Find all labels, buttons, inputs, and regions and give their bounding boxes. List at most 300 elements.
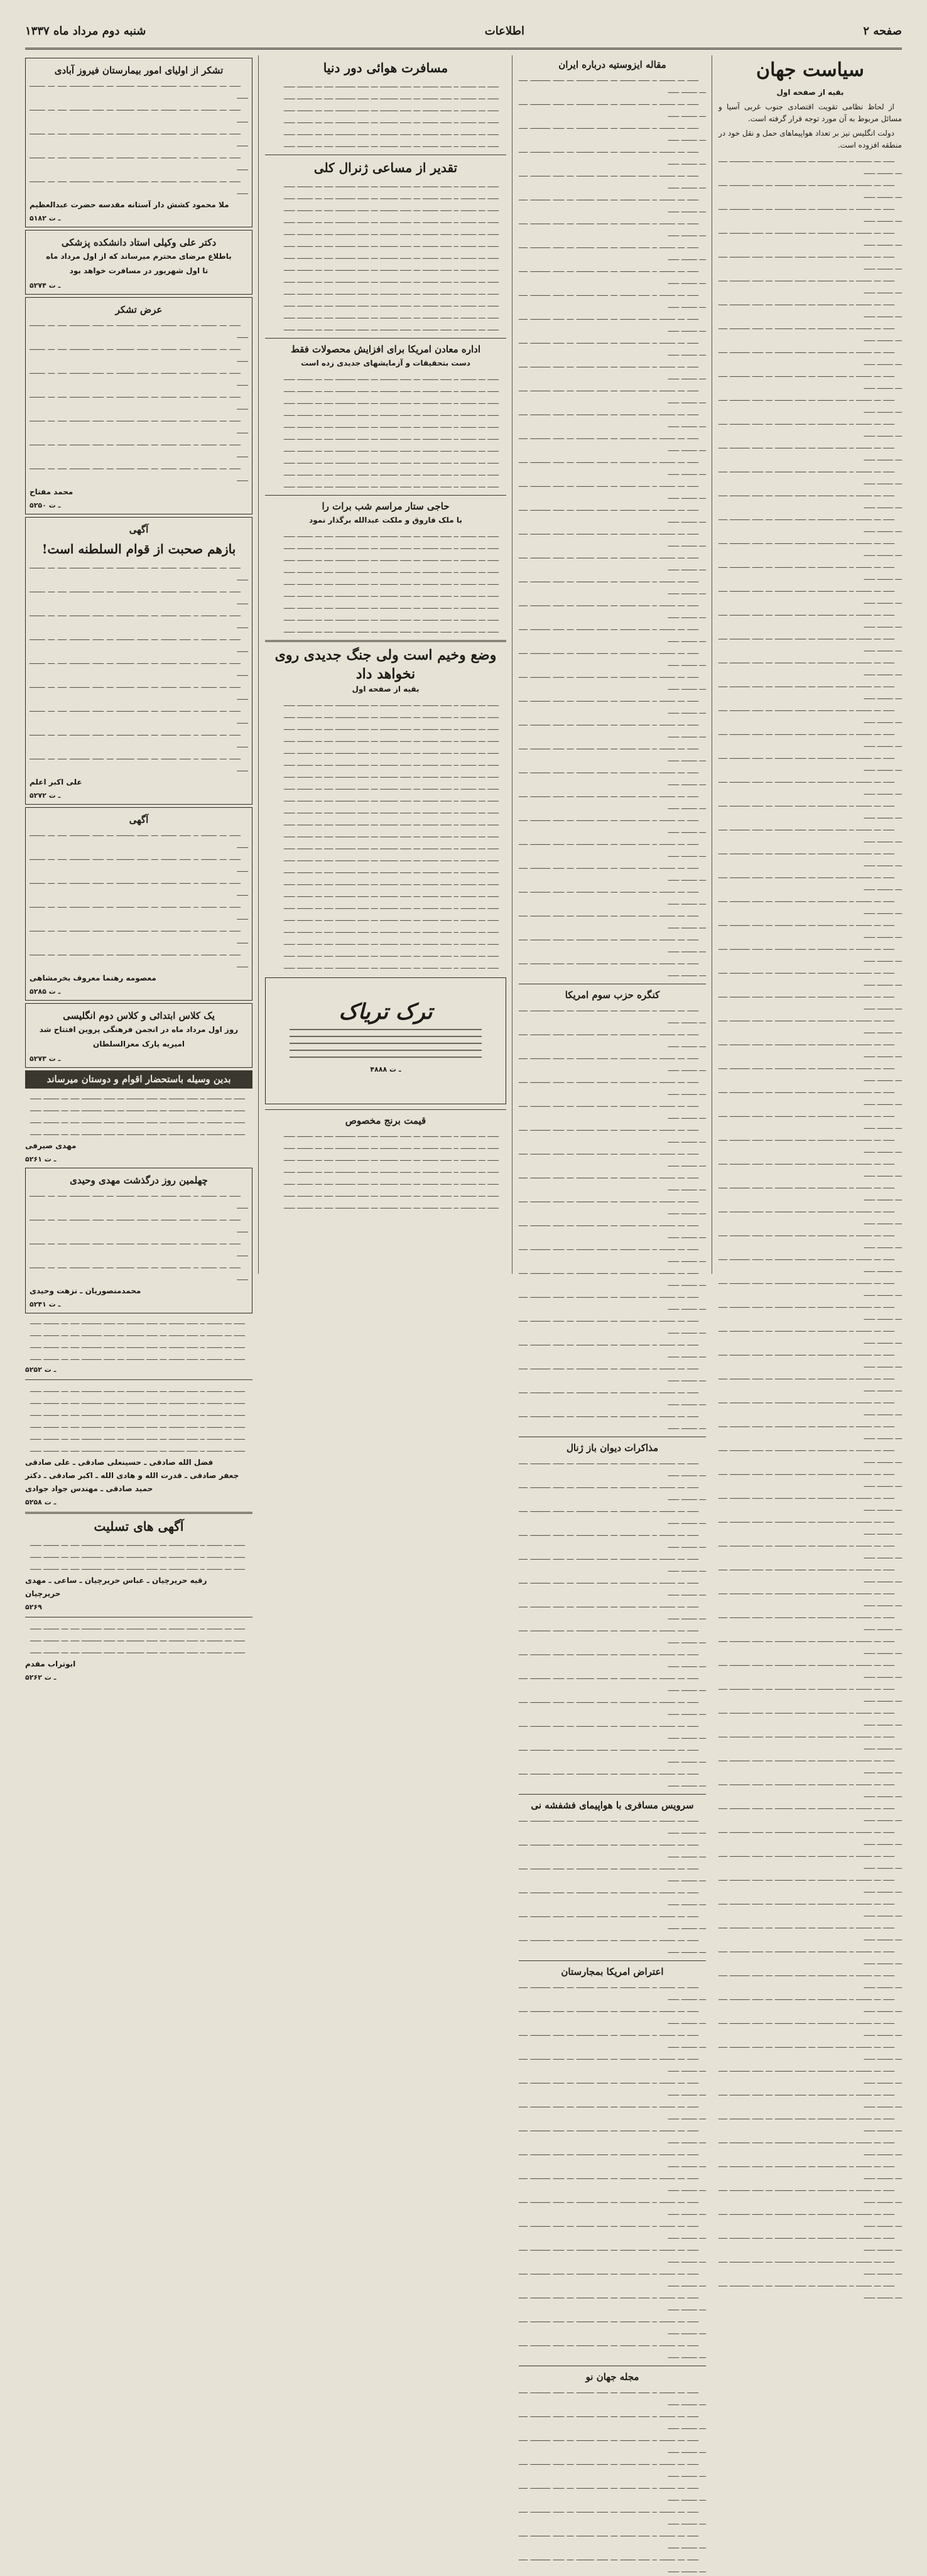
- text-line: ـــــ ـــ ـــــــ ــ ـــــ ـــــــ ـــ ـــــ ــــــــ ـــ ـــــ ـــــــــ ــــ ـــ ـــــــ ـــــ: [30, 609, 248, 630]
- text-line: ـــــ ـــ ـــــــ ــ ـــــ ـــــــ ـــ ـــــ ــــــــ ـــ ـــــ ـــــــــ ــــ ـــ ـــــــ ـــــ: [718, 513, 902, 534]
- text-line: ـــــ ـــ ـــــــ ــ ـــــ ـــــــ ـــ ـــــ ــــــــ ـــ ـــــ ـــــــــ ــــ ـــ ـــــــ ـــــ: [284, 542, 499, 551]
- text-line: ـــــ ـــ ـــــــ ــ ـــــ ـــــــ ـــ ـــــ ــــــــ ـــ ـــــ ـــــــــ ــــ ـــ ـــــــ ـــــ: [284, 180, 499, 189]
- text-line: ـــــ ـــ ـــــــ ــ ـــــ ـــــــ ـــ ـــــ ــــــــ ـــ ـــــ ـــــــــ ــــ ـــ ـــــــ ـــــ: [284, 92, 499, 101]
- notice-signature: فضل الله صادقی ـ حسینعلی صادقی ـ علی صادقی: [25, 1458, 214, 1467]
- notice-signature: ملا محمود کشش دار آستانه مقدسه حضرت عبدالعظیم: [30, 200, 229, 209]
- text-line: ـــــ ـــ ـــــــ ــ ـــــ ـــــــ ـــ ـــــ ــــــــ ـــ ـــــ ـــــــــ ــــ ـــ ـــــــ ـــــ: [519, 671, 706, 692]
- notice-code: ۵۱۸۲ ـ ت: [30, 214, 61, 222]
- divider: [265, 495, 506, 496]
- text-line: ـــــ ـــ ـــــــ ــ ـــــ ـــــــ ـــ ـــــ ــــــــ ـــ ـــــ ـــــــــ ــــ ـــ ـــــــ ـــــ: [519, 361, 706, 381]
- text-line: ـــــ ـــ ـــــــ ــ ـــــ ـــــــ ـــ ـــــ ــــــــ ـــ ـــــ ـــــــــ ــــ ـــ ـــــــ ـــــ: [284, 80, 499, 89]
- text-line: ـــــ ـــ ـــــــ ــ ـــــ ـــــــ ـــ ـــــ ــــــــ ـــ ـــــ ـــــــــ ــــ ـــ ـــــــ ـــــ: [519, 719, 706, 739]
- headline-haji-sattar: حاجی ستار مراسم شب برات را: [322, 501, 450, 512]
- divider: [265, 1109, 506, 1110]
- text-line: ـــــ ـــ ـــــــ ــ ـــــ ـــــــ ـــ ـــــ ــــــــ ـــ ـــــ ـــــــــ ــــ ـــ ـــــــ ـــــ: [519, 1267, 706, 1288]
- text-line: ـــــ ـــ ـــــــ ــ ـــــ ـــــــ ـــ ـــــ ــــــــ ـــ ـــــ ـــــــــ ــــ ـــ ـــــــ ـــــ: [284, 323, 499, 332]
- text-line: ـــــ ـــ ـــــــ ــ ـــــ ـــــــ ـــ ـــــ ــــــــ ـــ ـــــ ـــــــــ ــــ ـــ ـــــــ ـــــ: [284, 216, 499, 225]
- subhead-haji-sattar: با ملک فاروق و ملکت عبدالله برگذار نمود: [309, 516, 462, 524]
- text-line: ـــــ ـــ ـــــــ ــ ـــــ ـــــــ ـــ ـــــ ــــــــ ـــ ـــــ ـــــــــ ــــ ـــ ـــــــ ـــــ: [519, 241, 706, 262]
- text-line: ـــــ ـــ ـــــــ ــ ـــــ ـــــــ ـــ ـــــ ــــــــ ـــ ـــــ ـــــــــ ــــ ـــ ـــــــ ـــــ: [519, 599, 706, 620]
- text-line: ـــــ ـــ ـــــــ ــ ـــــ ـــــــ ـــ ـــــ ــــــــ ـــ ـــــ ـــــــــ ــــ ـــ ـــــــ ـــــ: [30, 705, 248, 726]
- text-line: ـــــ ـــ ـــــــ ــ ـــــ ـــــــ ـــ ـــــ ــــــــ ـــ ـــــ ـــــــــ ــــ ـــ ـــــــ ـــــ: [30, 1353, 245, 1362]
- text-line: ـــــ ـــ ـــــــ ــ ـــــ ـــــــ ـــ ـــــ ــــــــ ـــ ـــــ ـــــــــ ــــ ـــ ـــــــ ـــــ: [30, 1539, 245, 1548]
- text-line: ـــــ ـــ ـــــــ ــ ـــــ ـــــــ ـــ ـــــ ــــــــ ـــ ـــــ ـــــــــ ــــ ـــ ـــــــ ـــــ: [519, 742, 706, 763]
- text-line: ـــــ ـــ ـــــــ ــ ـــــ ـــــــ ـــ ـــــ ــــــــ ـــ ـــــ ـــــــــ ــــ ـــ ـــــــ ـــــ: [30, 1104, 245, 1113]
- text-line: ـــــ ـــ ـــــــ ــ ـــــ ـــــــ ـــ ـــــ ــــــــ ـــ ـــــ ـــــــــ ــــ ـــ ـــــــ ـــــ: [718, 991, 902, 1011]
- text-line: ـــــ ـــ ـــــــ ــ ـــــ ـــــــ ـــ ـــــ ــــــــ ـــ ـــــ ـــــــــ ــــ ـــ ـــــــ ـــــ: [718, 1372, 902, 1393]
- notice-signature: مهدی صیرفی: [25, 1141, 77, 1150]
- notice-title: یک کلاس ابتدائی و کلاس دوم انگلیسی: [63, 1010, 215, 1021]
- text-line: ـــــ ـــ ـــــــ ــ ـــــ ـــــــ ـــ ـــــ ــــــــ ـــ ـــــ ـــــــــ ــــ ـــ ـــــــ ـــــ: [519, 504, 706, 524]
- issue-date: شنبه دوم مرداد ماه ۱۳۳۷: [25, 24, 146, 38]
- divider: [265, 338, 506, 339]
- text-line: ـــــ ـــ ـــــــ ــ ـــــ ـــــــ ـــ ـــــ ــــــــ ـــ ـــــ ـــــــــ ــــ ـــ ـــــــ ـــــ: [718, 1301, 902, 1322]
- text-line: ـــــ ـــ ـــــــ ــ ـــــ ـــــــ ـــ ـــــ ــــــــ ـــ ـــــ ـــــــــ ــــ ـــ ـــــــ ـــــ: [284, 699, 499, 708]
- text-line: ـــــ ـــ ـــــــ ــ ـــــ ـــــــ ـــ ـــــ ــــــــ ـــ ـــــ ـــــــــ ــــ ـــ ـــــــ ـــــ: [519, 1600, 706, 1621]
- article-body-text: [265, 698, 506, 972]
- text-line: ـــــ ـــ ـــــــ ــ ـــــ ـــــــ ـــ ـــــ ــــــــ ـــ ـــــ ـــــــــ ــــ ـــ ـــــــ ـــــ: [519, 193, 706, 214]
- headline-world-flight: مسافرت هوائی دور دنیا: [323, 60, 448, 75]
- text-line: ـــــ ـــ ـــــــ ــ ـــــ ـــــــ ـــ ـــــ ــــــــ ـــ ـــــ ـــــــــ ــــ ـــ ـــــــ ـــــ: [284, 104, 499, 113]
- headline-world-politics: سیاست جهان: [756, 59, 864, 81]
- text-line: ـــــ ـــ ـــــــ ــ ـــــ ـــــــ ـــ ـــــ ــــــــ ـــ ـــــ ـــــــــ ــــ ـــ ـــــــ ـــــ: [519, 2172, 706, 2193]
- text-line: ـــــ ـــ ـــــــ ــ ـــــ ـــــــ ـــ ـــــ ــــــــ ـــ ـــــ ـــــــــ ــــ ـــ ـــــــ ـــــ: [284, 373, 499, 382]
- article-body-text: [265, 372, 506, 491]
- text-line: ـــــ ـــ ـــــــ ــ ـــــ ـــــــ ـــ ـــــ ــــــــ ـــ ـــــ ـــــــــ ــــ ـــ ـــــــ ـــــ: [30, 853, 248, 874]
- notice-body-text: [25, 1384, 252, 1455]
- text-line: ـــــ ـــ ـــــــ ــ ـــــ ـــــــ ـــ ـــــ ــــــــ ـــ ـــــ ـــــــــ ــــ ـــ ـــــــ ـــــ: [284, 914, 499, 923]
- text-line: ـــــ ـــ ـــــــ ــ ـــــ ـــــــ ـــ ـــــ ــــــــ ـــ ـــــ ـــــــــ ــــ ـــ ـــــــ ـــــ: [30, 877, 248, 898]
- text-line: ـــــ ـــ ـــــــ ــ ـــــ ـــــــ ـــ ـــــ ــــــــ ـــ ـــــ ـــــــــ ــــ ـــ ـــــــ ـــــ: [718, 251, 902, 271]
- text-line: ـــــ ـــ ـــــــ ــ ـــــ ـــــــ ـــ ـــــ ــــــــ ـــ ـــــ ـــــــــ ــــ ـــ ـــــــ ـــــ: [718, 1826, 902, 1847]
- text-line: ـــــ ـــ ـــــــ ــ ـــــ ـــــــ ـــ ـــــ ــــــــ ـــ ـــــ ـــــــــ ــــ ـــ ـــــــ ـــــ: [284, 481, 499, 489]
- notice-title: بازهم صحبت از قوام السلطنه است!: [41, 541, 236, 557]
- text-line: ـــــ ـــ ـــــــ ــ ـــــ ـــــــ ـــ ـــــ ــــــــ ـــ ـــــ ـــــــــ ــــ ـــ ـــــــ ـــــ: [519, 2291, 706, 2312]
- text-line: ـــــ ـــ ـــــــ ــ ـــــ ـــــــ ـــ ـــــ ــــــــ ـــ ـــــ ـــــــــ ــــ ـــ ـــــــ ـــــ: [519, 1148, 706, 1168]
- text-line: ـــــ ـــ ـــــــ ــ ـــــ ـــــــ ـــ ـــــ ــــــــ ـــ ـــــ ـــــــــ ــــ ـــ ـــــــ ـــــ: [519, 2434, 706, 2455]
- text-line: ـــــ ـــ ـــــــ ــ ـــــ ـــــــ ـــ ـــــ ــــــــ ـــ ـــــ ـــــــــ ــــ ـــ ـــــــ ـــــ: [284, 830, 499, 839]
- text-line: ـــــ ـــ ـــــــ ــ ـــــ ـــــــ ـــ ـــــ ــــــــ ـــ ـــــ ـــــــــ ــــ ـــ ـــــــ ـــــ: [519, 2196, 706, 2217]
- text-line: ـــــ ـــ ـــــــ ــ ـــــ ـــــــ ـــ ـــــ ــــــــ ـــ ـــــ ـــــــــ ــــ ـــ ـــــــ ـــــ: [30, 104, 248, 124]
- text-line: ـــــ ـــ ـــــــ ــ ـــــ ـــــــ ـــ ـــــ ــــــــ ـــ ـــــ ـــــــــ ــــ ـــ ـــــــ ـــــ: [718, 203, 902, 224]
- text-line: ـــــ ـــ ـــــــ ــ ـــــ ـــــــ ـــ ـــــ ــــــــ ـــ ـــــ ـــــــــ ــــ ـــ ـــــــ ـــــ: [718, 298, 902, 319]
- text-line: ـــــ ـــ ـــــــ ــ ـــــ ـــــــ ـــ ـــــ ــــــــ ـــ ـــــ ـــــــــ ــــ ـــ ـــــــ ـــــ: [718, 418, 902, 438]
- text-line: ـــــ ـــ ـــــــ ــ ـــــ ـــــــ ـــ ـــــ ــــــــ ـــ ـــــ ـــــــــ ــــ ـــ ـــــــ ـــــ: [519, 217, 706, 238]
- text-line: ـــــ ـــ ـــــــ ــ ـــــ ـــــــ ـــ ـــــ ــــــــ ـــ ـــــ ـــــــــ ــــ ـــ ـــــــ ـــــ: [718, 1134, 902, 1155]
- notice-code: ۵۲۷۳ ـ ت: [30, 1055, 61, 1063]
- text-line: ـــــ ـــ ـــــــ ــ ـــــ ـــــــ ـــ ـــــ ــــــــ ـــ ـــــ ـــــــــ ــــ ـــ ـــــــ ـــــ: [519, 1124, 706, 1144]
- text-line: ـــــ ـــ ـــــــ ــ ـــــ ـــــــ ـــ ـــــ ــــــــ ـــ ـــــ ـــــــــ ــــ ـــ ـــــــ ـــــ: [519, 2553, 706, 2574]
- text-line: ـــــ ـــ ـــــــ ــ ـــــ ـــــــ ـــ ـــــ ــــــــ ـــ ـــــ ـــــــــ ــــ ـــ ـــــــ ـــــ: [519, 1505, 706, 1526]
- text-line: ـــــ ـــ ـــــــ ــ ـــــ ـــــــ ـــ ـــــ ــــــــ ـــ ـــــ ـــــــــ ــــ ـــ ـــــــ ـــــ: [30, 438, 248, 459]
- text-line: ـــــ ـــ ـــــــ ــ ـــــ ـــــــ ـــ ـــــ ــــــــ ـــ ـــــ ـــــــــ ــــ ـــ ـــــــ ـــــ: [718, 1158, 902, 1178]
- notice-label: آگهی: [129, 524, 149, 535]
- text-line: ـــــ ـــ ـــــــ ــ ـــــ ـــــــ ـــ ـــــ ــــــــ ـــ ـــــ ـــــــــ ــــ ـــ ـــــــ ـــــ: [718, 1611, 902, 1632]
- text-line: ـــــ ـــ ـــــــ ــ ـــــ ـــــــ ـــ ـــــ ــــــــ ـــ ـــــ ـــــــــ ــــ ـــ ـــــــ ـــــ: [30, 1433, 245, 1442]
- condolence-title: آگهی های تسلیت: [94, 1519, 184, 1534]
- text-line: ـــــ ـــ ـــــــ ــ ـــــ ـــــــ ـــ ـــــ ــــــــ ـــ ـــــ ـــــــــ ــــ ـــ ـــــــ ـــــ: [718, 800, 902, 820]
- notice-code: ۵۲۷۴ ـ ت: [30, 281, 61, 290]
- article-body-text: [519, 1003, 706, 1433]
- text-line: ـــــ ـــ ـــــــ ــ ـــــ ـــــــ ـــ ـــــ ــــــــ ـــ ـــــ ـــــــــ ــــ ـــ ـــــــ ـــــ: [519, 2005, 706, 2026]
- text-line: ـــــ ـــ ـــــــ ــ ـــــ ـــــــ ـــ ـــــ ــــــــ ـــ ـــــ ـــــــــ ــــ ـــ ـــــــ ـــــ: [284, 771, 499, 780]
- text-line: ـــــ ـــ ـــــــ ــ ـــــ ـــــــ ـــ ـــــ ــــــــ ـــ ـــــ ـــــــــ ــــ ـــ ـــــــ ـــــ: [284, 1166, 499, 1175]
- text-line: ـــــ ـــ ـــــــ ــ ـــــ ـــــــ ـــ ـــــ ــــــــ ـــ ـــــ ـــــــــ ــــ ـــ ـــــــ ـــــ: [718, 776, 902, 796]
- text-line: ـــــ ـــ ـــــــ ــ ـــــ ـــــــ ـــ ـــــ ــــــــ ـــ ـــــ ـــــــــ ــــ ـــ ـــــــ ـــــ: [718, 1969, 902, 1990]
- text-line: ـــــ ـــ ـــــــ ــ ـــــ ـــــــ ـــ ـــــ ــــــــ ـــ ـــــ ـــــــــ ــــ ـــ ـــــــ ـــــ: [718, 919, 902, 940]
- text-line: ـــــ ـــ ـــــــ ــ ـــــ ـــــــ ـــ ـــــ ــــــــ ـــ ـــــ ـــــــــ ــــ ـــ ـــــــ ـــــ: [519, 910, 706, 930]
- text-line: ـــــ ـــ ـــــــ ــ ـــــ ـــــــ ـــ ـــــ ــــــــ ـــ ـــــ ـــــــــ ــــ ـــ ـــــــ ـــــ: [718, 656, 902, 677]
- text-line: ـــــ ـــ ـــــــ ــ ـــــ ـــــــ ـــ ـــــ ــــــــ ـــ ـــــ ـــــــــ ــــ ـــ ـــــــ ـــــ: [519, 337, 706, 357]
- opium-quit-ad-title: ترک تریاک: [339, 999, 433, 1024]
- text-line: ـــــ ـــ ـــــــ ــ ـــــ ـــــــ ـــ ـــــ ــــــــ ـــ ـــــ ـــــــــ ــــ ـــ ـــــــ ـــــ: [718, 1468, 902, 1489]
- text-line: ـــــ ـــ ـــــــ ــ ـــــ ـــــــ ـــ ـــــ ــــــــ ـــ ـــــ ـــــــــ ــــ ـــ ـــــــ ـــــ: [718, 847, 902, 868]
- text-line: ـــــ ـــ ـــــــ ــ ـــــ ـــــــ ـــ ـــــ ــــــــ ـــ ـــــ ـــــــــ ــــ ـــ ـــــــ ـــــ: [718, 895, 902, 916]
- text-line: ـــــ ـــ ـــــــ ــ ـــــ ـــــــ ـــ ـــــ ــــــــ ـــ ـــــ ـــــــــ ــــ ـــ ـــــــ ـــــ: [519, 862, 706, 883]
- text-line: ـــــ ـــ ـــــــ ــ ـــــ ـــــــ ـــ ـــــ ــــــــ ـــ ـــــ ـــــــــ ــــ ـــ ـــــــ ـــــ: [519, 886, 706, 906]
- text-line: ـــــ ـــ ـــــــ ــ ـــــ ـــــــ ـــ ـــــ ــــــــ ـــ ـــــ ـــــــــ ــــ ـــ ـــــــ ـــــ: [284, 264, 499, 273]
- text-line: ـــــ ـــ ـــــــ ــ ـــــ ـــــــ ـــ ـــــ ــــــــ ـــ ـــــ ـــــــــ ــــ ـــ ـــــــ ـــــ: [718, 728, 902, 749]
- notice-code: ۵۲۵۲ ـ ت: [25, 1366, 57, 1374]
- article-paragraph: دولت انگلیس نیز بر تعداد هواپیماهای حمل و نقل خود در منطقه افزوده است.: [718, 129, 902, 149]
- text-line: ـــــ ـــ ـــــــ ــ ـــــ ـــــــ ـــ ـــــ ــــــــ ـــ ـــــ ـــــــــ ــــ ـــ ـــــــ ـــــ: [284, 614, 499, 622]
- column-notices: [25, 55, 252, 1682]
- text-line: ـــــ ـــ ـــــــ ــ ـــــ ـــــــ ـــ ـــــ ــــــــ ـــ ـــــ ـــــــــ ــــ ـــ ـــــــ ـــــ: [519, 408, 706, 429]
- article-body-text: [519, 1456, 706, 1790]
- text-line: ـــــ ـــ ـــــــ ــ ـــــ ـــــــ ـــ ـــــ ــــــــ ـــ ـــــ ـــــــــ ــــ ـــ ـــــــ ـــــ: [519, 1553, 706, 1573]
- headline-rice-price: قیمت برنج مخصوص: [345, 1115, 426, 1126]
- text-line: ـــــ ـــ ـــــــ ــ ـــــ ـــــــ ـــ ـــــ ــــــــ ـــ ـــــ ـــــــــ ــــ ـــ ـــــــ ـــــ: [284, 854, 499, 863]
- notice-signature: علی اکبر اعلم: [30, 778, 82, 786]
- text-line: ـــــ ـــ ـــــــ ــ ـــــ ـــــــ ـــ ـــــ ــــــــ ـــ ـــــ ـــــــــ ــــ ـــ ـــــــ ـــــ: [718, 322, 902, 343]
- text-line: ـــــ ـــ ـــــــ ــ ـــــ ـــــــ ـــ ـــــ ــــــــ ـــ ـــــ ـــــــــ ــــ ـــ ـــــــ ـــــ: [284, 602, 499, 611]
- text-line: ـــــ ـــ ـــــــ ــ ـــــ ـــــــ ـــ ـــــ ــــــــ ـــ ـــــ ـــــــــ ــــ ـــ ـــــــ ـــــ: [284, 795, 499, 803]
- text-line: ـــــ ـــ ـــــــ ــ ـــــ ـــــــ ـــ ـــــ ــــــــ ـــ ـــــ ـــــــــ ــــ ـــ ـــــــ ـــــ: [30, 585, 248, 606]
- notice-code: ۵۲۷۲ ـ ت: [30, 791, 61, 800]
- text-line: ـــــ ـــ ـــــــ ــ ـــــ ـــــــ ـــ ـــــ ــــــــ ـــ ـــــ ـــــــــ ــــ ـــ ـــــــ ـــــ: [30, 128, 248, 148]
- text-line: ـــــ ـــ ـــــــ ــ ـــــ ـــــــ ـــ ـــــ ــــــــ ـــ ـــــ ـــــــــ ــــ ـــ ـــــــ ـــــ: [284, 723, 499, 732]
- text-line: ـــــ ـــ ـــــــ ــ ـــــ ـــــــ ـــ ـــــ ــــــــ ـــ ـــــ ـــــــــ ــــ ـــ ـــــــ ـــــ: [284, 240, 499, 249]
- text-line: ـــــ ـــ ـــــــ ــ ـــــ ـــــــ ـــ ـــــ ــــــــ ـــ ـــــ ـــــــــ ــــ ـــ ـــــــ ـــــ: [30, 1190, 248, 1210]
- text-line: ـــــ ـــ ـــــــ ــ ـــــ ـــــــ ـــ ـــــ ــــــــ ـــ ـــــ ـــــــــ ــــ ـــ ـــــــ ـــــ: [519, 1886, 706, 1907]
- text-line: ـــــ ـــ ـــــــ ــ ـــــ ـــــــ ـــ ـــــ ــــــــ ـــ ـــــ ـــــــــ ــــ ـــ ـــــــ ـــــ: [519, 2315, 706, 2336]
- text-line: ـــــ ـــ ـــــــ ــ ـــــ ـــــــ ـــ ـــــ ــــــــ ـــ ـــــ ـــــــــ ــــ ـــ ـــــــ ـــــ: [284, 433, 499, 442]
- notice-signature: محمدمنصوریان ـ نزهت وحیدی: [30, 1286, 141, 1295]
- text-line: ـــــ ـــ ـــــــ ــ ـــــ ـــــــ ـــ ـــــ ــــــــ ـــ ـــــ ـــــــــ ــــ ـــ ـــــــ ـــــ: [284, 228, 499, 237]
- text-line: ـــــ ـــ ـــــــ ــ ـــــ ـــــــ ـــ ـــــ ــــــــ ـــ ـــــ ـــــــــ ــــ ـــ ـــــــ ـــــ: [519, 2244, 706, 2264]
- text-line: ـــــ ـــ ـــــــ ــ ـــــ ـــــــ ـــ ـــــ ــــــــ ـــ ـــــ ـــــــــ ــــ ـــ ـــــــ ـــــ: [284, 1154, 499, 1163]
- text-line: ـــــ ـــ ـــــــ ــ ـــــ ـــــــ ـــ ـــــ ــــــــ ـــ ـــــ ـــــــــ ــــ ـــ ـــــــ ـــــ: [519, 1076, 706, 1097]
- text-line: ـــــ ـــ ـــــــ ــ ـــــ ـــــــ ـــ ـــــ ــــــــ ـــ ـــــ ـــــــــ ــــ ـــ ـــــــ ـــــ: [519, 2410, 706, 2431]
- text-line: ـــــ ـــ ـــــــ ــ ـــــ ـــــــ ـــ ـــــ ــــــــ ـــ ـــــ ـــــــــ ــــ ـــ ـــــــ ـــــ: [284, 818, 499, 827]
- text-line: ـــــ ـــ ـــــــ ــ ـــــ ـــــــ ـــ ـــــ ــــــــ ـــ ـــــ ـــــــــ ــــ ـــ ـــــــ ـــــ: [519, 933, 706, 954]
- text-line: ـــــ ـــ ـــــــ ــ ـــــ ـــــــ ـــ ـــــ ــــــــ ـــ ـــــ ـــــــــ ــــ ـــ ـــــــ ـــــ: [718, 823, 902, 844]
- text-line: ـــــ ـــ ـــــــ ــ ـــــ ـــــــ ـــ ـــــ ــــــــ ـــ ـــــ ـــــــــ ــــ ـــ ـــــــ ـــــ: [30, 367, 248, 388]
- text-line: ـــــ ـــ ـــــــ ــ ـــــ ـــــــ ـــ ـــــ ــــــــ ـــ ـــــ ـــــــــ ــــ ـــ ـــــــ ـــــ: [30, 1341, 245, 1350]
- text-line: ـــــ ـــ ـــــــ ــ ـــــ ـــــــ ـــ ـــــ ــــــــ ـــ ـــــ ـــــــــ ــــ ـــ ـــــــ ـــــ: [284, 385, 499, 394]
- article-body-text: [718, 154, 902, 2302]
- text-line: ـــــ ـــ ـــــــ ــ ـــــ ـــــــ ـــ ـــــ ــــــــ ـــ ـــــ ـــــــــ ــــ ـــ ـــــــ ـــــ: [519, 1577, 706, 1597]
- text-line: ـــــ ـــ ـــــــ ــ ـــــ ـــــــ ـــ ـــــ ــــــــ ـــ ـــــ ـــــــــ ــــ ـــ ـــــــ ـــــ: [519, 1315, 706, 1335]
- text-line: ـــــ ـــ ـــــــ ــ ـــــ ـــــــ ـــ ـــــ ــــــــ ـــ ـــــ ـــــــــ ــــ ـــ ـــــــ ـــــ: [284, 747, 499, 756]
- notice-gratitude: [25, 297, 252, 514]
- text-line: ـــــ ـــ ـــــــ ــ ـــــ ـــــــ ـــ ـــــ ــــــــ ـــ ـــــ ـــــــــ ــــ ـــ ـــــــ ـــــ: [718, 1802, 902, 1823]
- text-line: ـــــ ـــ ـــــــ ــ ـــــ ـــــــ ـــ ـــــ ــــــــ ـــ ـــــ ـــــــــ ــــ ـــ ـــــــ ـــــ: [284, 578, 499, 587]
- headline-izvestia: مقاله ایزوستیه درباره ایران: [558, 59, 666, 70]
- text-line: ـــــ ـــ ـــــــ ــ ـــــ ـــــــ ـــ ـــــ ــــــــ ـــ ـــــ ـــــــــ ــــ ـــ ـــــــ ـــــ: [30, 657, 248, 678]
- text-line: ـــــ ـــ ـــــــ ــ ـــــ ـــــــ ـــ ـــــ ــــــــ ـــ ـــــ ـــــــــ ــــ ـــ ـــــــ ـــــ: [718, 2232, 902, 2253]
- text-line: ـــــ ـــ ـــــــ ــ ـــــ ـــــــ ـــ ـــــ ــــــــ ـــ ـــــ ـــــــــ ــــ ـــ ـــــــ ـــــ: [519, 1100, 706, 1121]
- text-line: ـــــ ـــ ـــــــ ــ ـــــ ـــــــ ـــ ـــــ ــــــــ ـــ ـــــ ـــــــــ ــــ ـــ ـــــــ ـــــ: [519, 1362, 706, 1383]
- text-line: ـــــ ـــ ـــــــ ــ ـــــ ـــــــ ـــ ـــــ ــــــــ ـــ ـــــ ـــــــــ ــــ ـــ ـــــــ ـــــ: [30, 1445, 245, 1454]
- text-line: ـــــ ـــ ـــــــ ــ ـــــ ـــــــ ـــ ـــــ ــــــــ ـــ ـــــ ـــــــــ ــــ ـــ ـــــــ ـــــ: [718, 2280, 902, 2300]
- text-line: ـــــ ـــ ـــــــ ــ ـــــ ـــــــ ـــ ـــــ ــــــــ ـــ ـــــ ـــــــــ ــــ ـــ ـــــــ ـــــ: [284, 878, 499, 887]
- text-line: ـــــ ـــ ـــــــ ــ ـــــ ـــــــ ـــ ـــــ ــــــــ ـــ ـــــ ـــــــــ ــــ ـــ ـــــــ ـــــ: [30, 1646, 245, 1655]
- text-line: ـــــ ـــ ـــــــ ــ ـــــ ـــــــ ـــ ـــــ ــــــــ ـــ ـــــ ـــــــــ ــــ ـــ ـــــــ ـــــ: [284, 1142, 499, 1151]
- text-line: ـــــ ـــ ـــــــ ــ ـــــ ـــــــ ـــ ـــــ ــــــــ ـــ ـــــ ـــــــــ ــــ ـــ ـــــــ ـــــ: [284, 288, 499, 296]
- text-line: ـــــ ـــ ـــــــ ــ ـــــ ـــــــ ـــ ـــــ ــــــــ ـــ ـــــ ـــــــــ ــــ ـــ ـــــــ ـــــ: [519, 2124, 706, 2145]
- column-world-politics: [718, 55, 902, 2300]
- notice-code: ۵۲۸۵ ـ ت: [30, 987, 61, 996]
- text-line: ـــــ ـــ ـــــــ ــ ـــــ ـــــــ ـــ ـــــ ــــــــ ـــ ـــــ ـــــــــ ــــ ـــ ـــــــ ـــــ: [519, 98, 706, 119]
- text-line: ـــــ ـــ ـــــــ ــ ـــــ ـــــــ ـــ ـــــ ــــــــ ـــ ـــــ ـــــــــ ــــ ـــ ـــــــ ـــــ: [519, 1934, 706, 1955]
- text-line: ـــــ ـــ ـــــــ ــ ـــــ ـــــــ ـــ ـــــ ــــــــ ـــ ـــــ ـــــــــ ــــ ـــ ـــــــ ـــــ: [519, 313, 706, 334]
- text-line: ـــــ ـــ ـــــــ ــ ـــــ ـــــــ ـــ ـــــ ــــــــ ـــ ـــــ ـــــــــ ــــ ـــ ـــــــ ـــــ: [30, 948, 248, 969]
- subtitle-continued: بقیه از صفحه اول: [776, 88, 844, 97]
- text-line: ـــــ ـــ ـــــــ ــ ـــــ ـــــــ ـــ ـــــ ــــــــ ـــ ـــــ ـــــــــ ــــ ـــ ـــــــ ـــــ: [519, 289, 706, 310]
- notice-code: ۵۲۶۱ ـ ت: [25, 1155, 57, 1163]
- text-line: ـــــ ـــ ـــــــ ــ ـــــ ـــــــ ـــ ـــــ ــــــــ ـــ ـــــ ـــــــــ ــــ ـــ ـــــــ ـــــ: [519, 384, 706, 405]
- text-line: ـــــ ـــ ـــــــ ــ ـــــ ـــــــ ـــ ـــــ ــــــــ ـــ ـــــ ـــــــــ ــــ ـــ ـــــــ ـــــ: [30, 415, 248, 435]
- headline-general-clay: تقدیر از مساعی ژنرال کلی: [313, 160, 458, 175]
- notice-english-class: [25, 1003, 252, 1068]
- text-line: ـــــ ـــ ـــــــ ــ ـــــ ـــــــ ـــ ـــــ ــــــــ ـــ ـــــ ـــــــــ ــــ ـــ ـــــــ ـــــ: [30, 1329, 245, 1338]
- text-line: ـــــ ـــ ـــــــ ــ ـــــ ـــــــ ـــ ـــــ ــــــــ ـــ ـــــ ـــــــــ ــــ ـــ ـــــــ ـــــ: [718, 1898, 902, 1918]
- text-line: ـــــ ـــ ـــــــ ــ ـــــ ـــــــ ـــ ـــــ ــــــــ ـــ ـــــ ـــــــــ ــــ ـــ ـــــــ ـــــ: [718, 1396, 902, 1417]
- text-line: ـــــ ـــ ـــــــ ــ ـــــ ـــــــ ـــ ـــــ ــــــــ ـــ ـــــ ـــــــــ ــــ ـــ ـــــــ ـــــ: [519, 1481, 706, 1502]
- text-line: ـــــ ـــ ـــــــ ــ ـــــ ـــــــ ـــ ـــــ ــــــــ ـــ ـــــ ـــــــــ ــــ ـــ ـــــــ ـــــ: [30, 80, 248, 101]
- notice-title: چهلمین روز درگذشت مهدی وحیدی: [70, 1175, 208, 1186]
- notice-line: تا اول شهریور در مسافرت خواهد بود: [69, 266, 209, 275]
- text-line: ـــــ ـــ ـــــــ ــ ـــــ ـــــــ ـــ ـــــ ــــــــ ـــ ـــــ ـــــــــ ــــ ـــ ـــــــ ـــــ: [284, 192, 499, 201]
- notice-fortieth-day: [25, 1168, 252, 1313]
- text-line: ـــــ ـــ ـــــــ ــ ـــــ ـــــــ ـــ ـــــ ــــــــ ـــ ـــــ ـــــــــ ــــ ـــ ـــــــ ـــــ: [519, 1696, 706, 1717]
- subhead-mines-bureau: دست بتحقیقات و آزمایشهای جدیدی زده است: [301, 359, 470, 367]
- text-line: ـــــ ـــ ـــــــ ــ ـــــ ـــــــ ـــ ـــــ ــــــــ ـــ ـــــ ـــــــــ ــــ ـــ ـــــــ ـــــ: [519, 1219, 706, 1240]
- text-line: ـــــ ـــ ـــــــ ــ ـــــ ـــــــ ـــ ـــــ ــــــــ ـــ ـــــ ـــــــــ ــــ ـــ ـــــــ ـــــ: [718, 1444, 902, 1465]
- divider: [265, 640, 506, 642]
- ad-code: ۴۸۸۸ ـ ت: [370, 1065, 401, 1073]
- text-line: ـــــ ـــ ـــــــ ــ ـــــ ـــــــ ـــ ـــــ ــــــــ ـــ ـــــ ـــــــــ ــــ ـــ ـــــــ ـــــ: [519, 2148, 706, 2169]
- notice-line: امیریه پارک معزالسلطان: [92, 1040, 185, 1048]
- text-line: ـــــ ـــ ـــــــ ــ ـــــ ـــــــ ـــ ـــــ ــــــــ ـــ ـــــ ـــــــــ ــــ ـــ ـــــــ ـــــ: [519, 2077, 706, 2097]
- text-line: ـــــ ـــ ـــــــ ــ ـــــ ـــــــ ـــ ـــــ ــــــــ ـــ ـــــ ـــــــــ ــــ ـــ ـــــــ ـــــ: [718, 1182, 902, 1202]
- notice-signature: رقیه حریرچیان ـ عباس حریرچیان ـ ساعی ـ مهدی: [25, 1576, 207, 1585]
- article-body-text: [265, 1129, 506, 1212]
- text-line: ـــــ ـــ ـــــــ ــ ـــــ ـــــــ ـــ ـــــ ــــــــ ـــ ـــــ ـــــــــ ــــ ـــ ـــــــ ـــــ: [284, 204, 499, 213]
- notice-signature: محمد مفتاح: [30, 487, 73, 496]
- text-line: ـــــ ـــ ـــــــ ــ ـــــ ـــــــ ـــ ـــــ ــــــــ ـــ ـــــ ـــــــــ ــــ ـــ ـــــــ ـــــ: [718, 1683, 902, 1704]
- page-number: صفحه ۲: [863, 24, 902, 38]
- text-line: ـــــ ـــ ـــــــ ــ ـــــ ـــــــ ـــ ـــــ ــــــــ ـــ ـــــ ـــــــــ ــــ ـــ ـــــــ ـــــ: [718, 1420, 902, 1441]
- text-line: ـــــ ـــ ـــــــ ــ ـــــ ـــــــ ـــ ـــــ ــــــــ ـــ ـــــ ـــــــــ ــــ ـــ ـــــــ ـــــ: [519, 1457, 706, 1478]
- text-line: ـــــ ـــ ـــــــ ــ ـــــ ـــــــ ـــ ـــــ ــــــــ ـــ ـــــ ـــــــــ ــــ ـــ ـــــــ ـــــ: [30, 729, 248, 749]
- text-line: ـــــ ـــ ـــــــ ــ ـــــ ـــــــ ـــ ـــــ ــــــــ ـــ ـــــ ـــــــــ ــــ ـــ ـــــــ ـــــ: [284, 469, 499, 477]
- text-line: ـــــ ـــ ـــــــ ــ ـــــ ـــــــ ـــ ـــــ ــــــــ ـــ ـــــ ـــــــــ ــــ ـــ ـــــــ ـــــ: [718, 2041, 902, 2062]
- article-body-text: [265, 529, 506, 636]
- article-body-text: [265, 79, 506, 151]
- text-line: ـــــ ـــ ـــــــ ــ ـــــ ـــــــ ـــ ـــــ ــــــــ ـــ ـــــ ـــــــــ ــــ ـــ ـــــــ ـــــ: [284, 312, 499, 320]
- text-line: ـــــ ـــ ـــــــ ــ ـــــ ـــــــ ـــ ـــــ ــــــــ ـــ ـــــ ـــــــــ ــــ ـــ ـــــــ ـــــ: [519, 1839, 706, 1859]
- text-line: ـــــ ـــ ـــــــ ــ ـــــ ـــــــ ـــ ـــــ ــــــــ ـــ ـــــ ـــــــــ ــــ ـــ ـــــــ ـــــ: [718, 537, 902, 558]
- divider: [519, 1960, 706, 1961]
- text-line: ـــــ ـــ ـــــــ ــ ـــــ ـــــــ ـــ ـــــ ــــــــ ـــ ـــــ ـــــــــ ــــ ـــ ـــــــ ـــــ: [30, 1397, 245, 1406]
- text-line: ـــــ ـــ ـــــــ ــ ـــــ ـــــــ ـــ ـــــ ــــــــ ـــ ـــــ ـــــــــ ــــ ـــ ـــــــ ـــــ: [30, 829, 248, 850]
- text-line: ـــــ ـــ ـــــــ ــ ـــــ ـــــــ ـــ ـــــ ــــــــ ـــ ـــــ ـــــــــ ــــ ـــ ـــــــ ـــــ: [30, 753, 248, 773]
- text-line: ـــــ ـــ ـــــــ ــ ـــــ ـــــــ ـــ ـــــ ــــــــ ـــ ـــــ ـــــــــ ــــ ـــ ـــــــ ـــــ: [30, 1563, 245, 1572]
- text-line: ـــــ ـــ ـــــــ ــ ـــــ ـــــــ ـــ ـــــ ــــــــ ـــ ـــــ ـــــــــ ــــ ـــ ـــــــ ـــــ: [30, 175, 248, 196]
- text-line: ـــــ ـــ ـــــــ ــ ـــــ ـــــــ ـــ ـــــ ــــــــ ـــ ـــــ ـــــــــ ــــ ـــ ـــــــ ـــــ: [718, 2065, 902, 2085]
- text-line: ـــــ ـــ ـــــــ ــ ـــــ ـــــــ ـــ ـــــ ــــــــ ـــ ـــــ ـــــــــ ــــ ـــ ـــــــ ـــــ: [284, 735, 499, 744]
- text-line: ـــــ ـــ ـــــــ ــ ـــــ ـــــــ ـــ ـــــ ــــــــ ـــ ـــــ ـــــــــ ــــ ـــ ـــــــ ـــــ: [284, 842, 499, 851]
- text-line: ـــــ ـــ ـــــــ ــ ـــــ ـــــــ ـــ ـــــ ــــــــ ـــ ـــــ ـــــــــ ــــ ـــ ـــــــ ـــــ: [718, 1325, 902, 1345]
- text-line: ـــــ ـــ ـــــــ ــ ـــــ ـــــــ ـــ ـــــ ــــــــ ـــ ـــــ ـــــــــ ــــ ـــ ـــــــ ـــــ: [519, 1052, 706, 1073]
- text-line: ـــــ ـــ ـــــــ ــ ـــــ ـــــــ ـــ ـــــ ــــــــ ـــ ـــــ ـــــــــ ــــ ـــ ـــــــ ـــــ: [519, 1862, 706, 1883]
- text-line: ـــــ ـــ ـــــــ ــ ـــــ ـــــــ ـــ ـــــ ــــــــ ـــ ـــــ ـــــــــ ــــ ـــ ـــــــ ـــــ: [718, 1945, 902, 1966]
- text-line: ـــــ ـــ ـــــــ ــ ـــــ ـــــــ ـــ ـــــ ــــــــ ـــ ـــــ ـــــــــ ــــ ـــ ـــــــ ـــــ: [30, 1128, 245, 1137]
- text-line: ـــــ ـــ ـــــــ ــ ـــــ ـــــــ ـــ ـــــ ــــــــ ـــ ـــــ ـــــــــ ــــ ـــ ـــــــ ـــــ: [30, 1551, 245, 1560]
- text-line: ـــــ ـــ ـــــــ ــ ـــــ ـــــــ ـــ ـــــ ــــــــ ـــ ـــــ ـــــــــ ــــ ـــ ـــــــ ـــــ: [519, 1910, 706, 1931]
- text-line: ـــــ ـــ ـــــــ ــ ـــــ ـــــــ ـــ ـــــ ــــــــ ـــ ـــــ ـــــــــ ــــ ـــ ـــــــ ـــــ: [30, 925, 248, 945]
- text-line: ـــــ ـــ ـــــــ ــ ـــــ ـــــــ ـــ ـــــ ــــــــ ـــ ـــــ ـــــــــ ــــ ـــ ـــــــ ـــــ: [718, 1253, 902, 1274]
- article-body-text: [519, 1980, 706, 2362]
- notice-body-text: [30, 318, 248, 485]
- text-line: ـــــ ـــ ـــــــ ــ ـــــ ـــــــ ـــ ـــــ ــــــــ ـــ ـــــ ـــــــــ ــــ ـــ ـــــــ ـــــ: [30, 1237, 248, 1258]
- text-line: ـــــ ـــ ـــــــ ــ ـــــ ـــــــ ـــ ـــــ ــــــــ ـــ ـــــ ـــــــــ ــــ ـــ ـــــــ ـــــ: [718, 704, 902, 725]
- notice-body-text: [25, 1091, 252, 1139]
- text-line: ـــــ ـــ ـــــــ ــ ـــــ ـــــــ ـــ ـــــ ــــــــ ـــ ـــــ ـــــــــ ــــ ـــ ـــــــ ـــــ: [718, 2089, 902, 2109]
- text-line: ـــــ ـــ ـــــــ ــ ـــــ ـــــــ ـــ ـــــ ــــــــ ـــ ـــــ ـــــــــ ــــ ـــ ـــــــ ـــــ: [718, 465, 902, 486]
- text-line: ـــــ ـــ ـــــــ ــ ـــــ ـــــــ ـــ ـــــ ــــــــ ـــ ـــــ ـــــــــ ــــ ـــ ـــــــ ـــــ: [718, 2184, 902, 2205]
- text-line: ـــــ ـــ ـــــــ ــ ـــــ ـــــــ ـــ ـــــ ــــــــ ـــ ـــــ ـــــــــ ــــ ـــ ـــــــ ـــــ: [284, 962, 499, 970]
- text-line: ـــــ ـــ ـــــــ ــ ـــــ ـــــــ ـــ ـــــ ــــــــ ـــ ـــــ ـــــــــ ــــ ـــ ـــــــ ـــــ: [284, 276, 499, 285]
- text-line: ـــــ ـــ ـــــــ ــ ـــــ ـــــــ ـــ ـــــ ــــــــ ـــ ـــــ ـــــــــ ــــ ـــ ـــــــ ـــــ: [30, 1622, 245, 1631]
- text-line: ـــــ ـــ ـــــــ ــ ـــــ ـــــــ ـــ ـــــ ــــــــ ـــ ـــــ ـــــــــ ــــ ـــ ـــــــ ـــــ: [519, 1291, 706, 1312]
- text-line: ـــــ ـــ ـــــــ ــ ـــــ ـــــــ ـــ ـــــ ــــــــ ـــ ـــــ ـــــــــ ــــ ـــ ـــــــ ـــــ: [718, 561, 902, 582]
- text-line: ـــــ ـــ ـــــــ ــ ـــــ ـــــــ ـــ ـــــ ــــــــ ـــ ـــــ ـــــــــ ــــ ـــ ـــــــ ـــــ: [519, 2100, 706, 2121]
- text-line: ـــــ ـــ ـــــــ ــ ـــــ ـــــــ ـــ ـــــ ــــــــ ـــ ـــــ ـــــــــ ــــ ـــ ـــــــ ـــــ: [519, 456, 706, 477]
- text-line: ـــــ ـــ ـــــــ ــ ـــــ ـــــــ ـــ ـــــ ــــــــ ـــ ـــــ ـــــــــ ــــ ـــ ـــــــ ـــــ: [30, 633, 248, 654]
- text-line: ـــــ ـــ ـــــــ ــ ـــــ ـــــــ ـــ ـــــ ــــــــ ـــ ـــــ ـــــــــ ــــ ـــ ـــــــ ـــــ: [718, 1635, 902, 1656]
- text-line: ـــــ ـــ ـــــــ ــ ـــــ ـــــــ ـــ ـــــ ــــــــ ـــ ـــــ ـــــــــ ــــ ـــ ـــــــ ـــــ: [284, 1130, 499, 1139]
- opium-quit-ad: [265, 977, 506, 1104]
- notice-line: باطلاع مرضای محترم میرساند که از اول مرداد ماه: [46, 252, 232, 261]
- article-body-text: [519, 1813, 706, 1957]
- text-line: ـــــ ـــ ـــــــ ــ ـــــ ـــــــ ـــ ـــــ ــــــــ ـــ ـــــ ـــــــــ ــــ ـــ ـــــــ ـــــ: [284, 890, 499, 899]
- text-line: ـــــ ـــ ـــــــ ــ ـــــ ـــــــ ـــ ـــــ ــــــــ ـــ ـــــ ـــــــــ ــــ ـــ ـــــــ ـــــ: [519, 790, 706, 811]
- text-line: ـــــ ـــ ـــــــ ــ ـــــ ـــــــ ـــ ـــــ ــــــــ ـــ ـــــ ـــــــــ ــــ ـــ ـــــــ ـــــ: [718, 155, 902, 176]
- text-line: ـــــ ـــ ـــــــ ــ ـــــ ـــــــ ـــ ـــــ ــــــــ ـــ ـــــ ـــــــــ ــــ ـــ ـــــــ ـــــ: [718, 442, 902, 462]
- headline-rocket-service: سرویس مسافری با هواپیمای فشفشه نی: [531, 1800, 694, 1811]
- text-line: ـــــ ـــ ـــــــ ــ ـــــ ـــــــ ـــ ـــــ ــــــــ ـــ ـــــ ـــــــــ ــــ ـــ ـــــــ ـــــ: [718, 1014, 902, 1035]
- notice-code: ۵۲۶۲ ـ ت: [25, 1673, 57, 1682]
- text-line: ـــــ ـــ ـــــــ ــ ـــــ ـــــــ ـــ ـــــ ــــــــ ـــ ـــــ ـــــــــ ــــ ـــ ـــــــ ـــــ: [284, 1178, 499, 1187]
- text-line: ـــــ ـــ ـــــــ ــ ـــــ ـــــــ ـــ ـــــ ــــــــ ـــ ـــــ ـــــــــ ــــ ـــ ـــــــ ـــــ: [519, 2386, 706, 2407]
- text-line: ـــــ ـــ ـــــــ ــ ـــــ ـــــــ ـــ ـــــ ــــــــ ـــ ـــــ ـــــــــ ــــ ـــ ـــــــ ـــــ: [519, 1339, 706, 1359]
- text-line: ـــــ ـــ ـــــــ ــ ـــــ ـــــــ ـــ ـــــ ــــــــ ـــ ـــــ ـــــــــ ــــ ـــ ـــــــ ـــــ: [284, 300, 499, 308]
- text-line: ـــــ ـــ ـــــــ ــ ـــــ ـــــــ ـــ ـــــ ــــــــ ـــ ـــــ ـــــــــ ــــ ـــ ـــــــ ـــــ: [718, 609, 902, 629]
- notice-code: ۵۲۵۸ ـ ت: [25, 1498, 57, 1506]
- text-line: ـــــ ـــ ـــــــ ــ ـــــ ـــــــ ـــ ـــــ ــــــــ ـــ ـــــ ـــــــــ ــــ ـــ ـــــــ ـــــ: [284, 457, 499, 465]
- text-line: ـــــ ـــ ـــــــ ــ ـــــ ـــــــ ـــ ـــــ ــــــــ ـــ ـــــ ـــــــــ ــــ ـــ ـــــــ ـــــ: [718, 585, 902, 606]
- text-line: ـــــ ـــ ـــــــ ــ ـــــ ـــــــ ـــ ـــــ ــــــــ ـــ ـــــ ـــــــــ ــــ ـــ ـــــــ ـــــ: [718, 1707, 902, 1727]
- text-line: ـــــ ـــ ـــــــ ــ ـــــ ـــــــ ـــ ـــــ ــــــــ ـــ ـــــ ـــــــــ ــــ ـــ ـــــــ ـــــ: [284, 445, 499, 454]
- text-line: ـــــ ـــ ـــــــ ــ ـــــ ـــــــ ـــ ـــــ ــــــــ ـــ ـــــ ـــــــــ ــــ ـــ ـــــــ ـــــ: [718, 1993, 902, 2014]
- text-line: ـــــ ـــ ـــــــ ــ ـــــ ـــــــ ـــ ـــــ ــــــــ ـــ ـــــ ـــــــــ ــــ ـــ ـــــــ ـــــ: [519, 1720, 706, 1741]
- notice-body-text: [25, 1538, 252, 1573]
- text-line: ـــــ ـــ ـــــــ ــ ـــــ ـــــــ ـــ ـــــ ــــــــ ـــ ـــــ ـــــــــ ــــ ـــ ـــــــ ـــــ: [718, 2136, 902, 2157]
- text-line: ـــــ ـــ ـــــــ ــ ـــــ ـــــــ ـــ ـــــ ــــــــ ـــ ـــــ ـــــــــ ــــ ـــ ـــــــ ـــــ: [519, 1410, 706, 1431]
- divider: [25, 1379, 252, 1380]
- notice-title: آگهی: [129, 814, 149, 825]
- text-line: ـــــ ـــ ـــــــ ــ ـــــ ـــــــ ـــ ـــــ ــــــــ ـــ ـــــ ـــــــــ ــــ ـــ ـــــــ ـــــ: [284, 409, 499, 418]
- text-line: ـــــ ـــ ـــــــ ــ ـــــ ـــــــ ـــ ـــــ ــــــــ ـــ ـــــ ـــــــــ ــــ ـــ ـــــــ ـــــ: [519, 480, 706, 501]
- text-line: ـــــ ـــ ـــــــ ــ ـــــ ـــــــ ـــ ـــــ ــــــــ ـــ ـــــ ـــــــــ ــــ ـــ ـــــــ ـــــ: [519, 1648, 706, 1669]
- text-line: ـــــ ـــ ـــــــ ــ ـــــ ـــــــ ـــ ـــــ ــــــــ ـــ ـــــ ـــــــــ ــــ ـــ ـــــــ ـــــ: [284, 397, 499, 406]
- text-line: ـــــ ـــ ـــــــ ــ ـــــ ـــــــ ـــ ـــــ ــــــــ ـــ ـــــ ـــــــــ ــــ ـــ ـــــــ ـــــ: [519, 432, 706, 453]
- text-line: ـــــ ـــ ـــــــ ــ ـــــ ـــــــ ـــ ـــــ ــــــــ ـــ ـــــ ـــــــــ ــــ ـــ ـــــــ ـــــ: [30, 1385, 245, 1394]
- text-line: ـــــ ـــ ـــــــ ــ ـــــ ـــــــ ـــ ـــــ ــــــــ ـــ ـــــ ـــــــــ ــــ ـــ ـــــــ ـــــ: [284, 1190, 499, 1198]
- text-line: ـــــ ـــ ـــــــ ــ ـــــ ـــــــ ـــ ـــــ ــــــــ ـــ ـــــ ـــــــــ ــــ ـــ ـــــــ ـــــ: [30, 343, 248, 364]
- text-line: ـــــ ـــ ـــــــ ــ ـــــ ـــــــ ـــ ـــــ ــــــــ ـــ ـــــ ـــــــــ ــــ ـــ ـــــــ ـــــ: [519, 814, 706, 835]
- text-line: ـــــ ـــ ـــــــ ــ ـــــ ـــــــ ـــ ـــــ ــــــــ ـــ ـــــ ـــــــــ ــــ ـــ ـــــــ ـــــ: [718, 943, 902, 964]
- subtitle-continued: بقیه از صفحه اول: [352, 685, 420, 693]
- text-line: ـــــ ـــ ـــــــ ــ ـــــ ـــــــ ـــ ـــــ ــــــــ ـــ ـــــ ـــــــــ ــــ ـــ ـــــــ ـــــ: [284, 926, 499, 935]
- text-line: ـــــ ـــ ـــــــ ــ ـــــ ـــــــ ـــ ـــــ ــــــــ ـــ ـــــ ـــــــــ ــــ ـــ ـــــــ ـــــ: [284, 1202, 499, 1210]
- text-line: ـــــ ـــ ـــــــ ــ ـــــ ـــــــ ـــ ـــــ ــــــــ ـــ ـــــ ـــــــــ ــــ ـــ ـــــــ ـــــ: [284, 866, 499, 875]
- notice-agahi: [25, 807, 252, 1001]
- text-line: ـــــ ـــ ـــــــ ــ ـــــ ـــــــ ـــ ـــــ ــــــــ ـــ ـــــ ـــــــــ ــــ ـــ ـــــــ ـــــ: [519, 1529, 706, 1550]
- text-line: ـــــ ـــ ـــــــ ــ ـــــ ـــــــ ـــ ـــــ ــــــــ ـــ ـــــ ـــــــــ ــــ ـــ ـــــــ ـــــ: [718, 1492, 902, 1513]
- notice-thanks-hospital: [25, 58, 252, 227]
- text-line: ـــــ ـــ ـــــــ ــ ـــــ ـــــــ ـــ ـــــ ــــــــ ـــ ـــــ ـــــــــ ــــ ـــ ـــــــ ـــــ: [30, 681, 248, 702]
- text-line: ـــــ ـــ ـــــــ ــ ـــــ ـــــــ ـــ ـــــ ــــــــ ـــ ـــــ ـــــــــ ــــ ـــ ـــــــ ـــــ: [718, 1540, 902, 1560]
- newspaper-page: [25, 14, 902, 2574]
- text-line: ـــــ ـــ ـــــــ ــ ـــــ ـــــــ ـــ ـــــ ــــــــ ـــ ـــــ ـــــــــ ــــ ـــ ـــــــ ـــــ: [519, 1744, 706, 1764]
- text-line: ـــــ ـــ ـــــــ ــ ـــــ ـــــــ ـــ ـــــ ــــــــ ـــ ـــــ ـــــــــ ــــ ـــ ـــــــ ـــــ: [284, 128, 499, 137]
- text-line: ـــــ ـــ ـــــــ ــ ـــــ ـــــــ ـــ ـــــ ــــــــ ـــ ـــــ ـــــــــ ــــ ـــ ـــــــ ـــــ: [718, 274, 902, 295]
- text-line: ـــــ ـــ ـــــــ ــ ـــــ ـــــــ ـــ ـــــ ــــــــ ـــ ـــــ ـــــــــ ــــ ـــ ـــــــ ـــــ: [718, 394, 902, 415]
- text-line: ـــــ ـــ ـــــــ ــ ـــــ ـــــــ ـــ ـــــ ــــــــ ـــ ـــــ ـــــــــ ــــ ـــ ـــــــ ـــــ: [519, 1768, 706, 1788]
- text-line: ـــــ ـــ ـــــــ ــ ـــــ ـــــــ ـــ ـــــ ــــــــ ـــ ـــــ ـــــــــ ــــ ـــ ـــــــ ـــــ: [519, 2339, 706, 2360]
- text-line: ـــــ ـــ ـــــــ ــ ـــــ ـــــــ ـــ ـــــ ــــــــ ـــ ـــــ ـــــــــ ــــ ـــ ـــــــ ـــــ: [284, 938, 499, 947]
- text-line: ـــــ ـــ ـــــــ ــ ـــــ ـــــــ ـــ ـــــ ــــــــ ـــ ـــــ ـــــــــ ــــ ـــ ـــــــ ـــــ: [519, 1981, 706, 2002]
- text-line: ـــــ ـــ ـــــــ ــ ـــــ ـــــــ ـــ ـــــ ــــــــ ـــ ـــــ ـــــــــ ــــ ـــ ـــــــ ـــــ: [718, 633, 902, 653]
- text-line: ـــــ ـــ ـــــــ ــ ـــــ ـــــــ ـــ ـــــ ــــــــ ـــ ـــــ ـــــــــ ــــ ـــ ـــــــ ـــــ: [284, 530, 499, 539]
- text-line: ـــــ ـــ ـــــــ ــ ـــــ ـــــــ ـــ ـــــ ــــــــ ـــ ـــــ ـــــــــ ــــ ـــ ـــــــ ـــــ: [718, 680, 902, 701]
- text-line: ـــــ ـــ ـــــــ ــ ـــــ ـــــــ ـــ ـــــ ــــــــ ـــ ـــــ ـــــــــ ــــ ـــ ـــــــ ـــــ: [718, 1587, 902, 1608]
- text-line: ـــــ ـــ ـــــــ ــ ـــــ ـــــــ ـــ ـــــ ــــــــ ـــ ـــــ ـــــــــ ــــ ـــ ـــــــ ـــــ: [519, 528, 706, 548]
- text-line: ـــــ ـــ ـــــــ ــ ـــــ ـــــــ ـــ ـــــ ــــــــ ـــ ـــــ ـــــــــ ــــ ـــ ـــــــ ـــــ: [718, 1659, 902, 1680]
- headline-negotiations: مذاکرات دیوان باز ژنال: [566, 1442, 659, 1454]
- headline-no-new-war: وضع وخیم است ولی جنگ جدیدی روی نخواهد داد: [274, 647, 497, 682]
- notice-qavam: [25, 517, 252, 805]
- text-line: ـــــ ـــ ـــــــ ــ ـــــ ـــــــ ـــ ـــــ ــــــــ ـــ ـــــ ـــــــــ ــــ ـــ ـــــــ ـــــ: [519, 623, 706, 644]
- text-line: ـــــ ـــ ـــــــ ــ ـــــ ـــــــ ـــ ـــــ ــــــــ ـــ ـــــ ـــــــــ ــــ ـــ ـــــــ ـــــ: [30, 1092, 245, 1101]
- text-line: ـــــ ـــ ـــــــ ــ ـــــ ـــــــ ـــ ـــــ ــــــــ ـــ ـــــ ـــــــــ ــــ ـــ ـــــــ ـــــ: [718, 2208, 902, 2229]
- text-line: ـــــ ـــ ـــــــ ــ ـــــ ـــــــ ـــ ـــــ ــــــــ ـــ ـــــ ـــــــــ ــــ ـــ ـــــــ ـــــ: [30, 1409, 245, 1418]
- text-line: ـــــ ـــ ـــــــ ــ ـــــ ـــــــ ـــ ـــــ ــــــــ ـــ ـــــ ـــــــــ ــــ ـــ ـــــــ ـــــ: [718, 1038, 902, 1059]
